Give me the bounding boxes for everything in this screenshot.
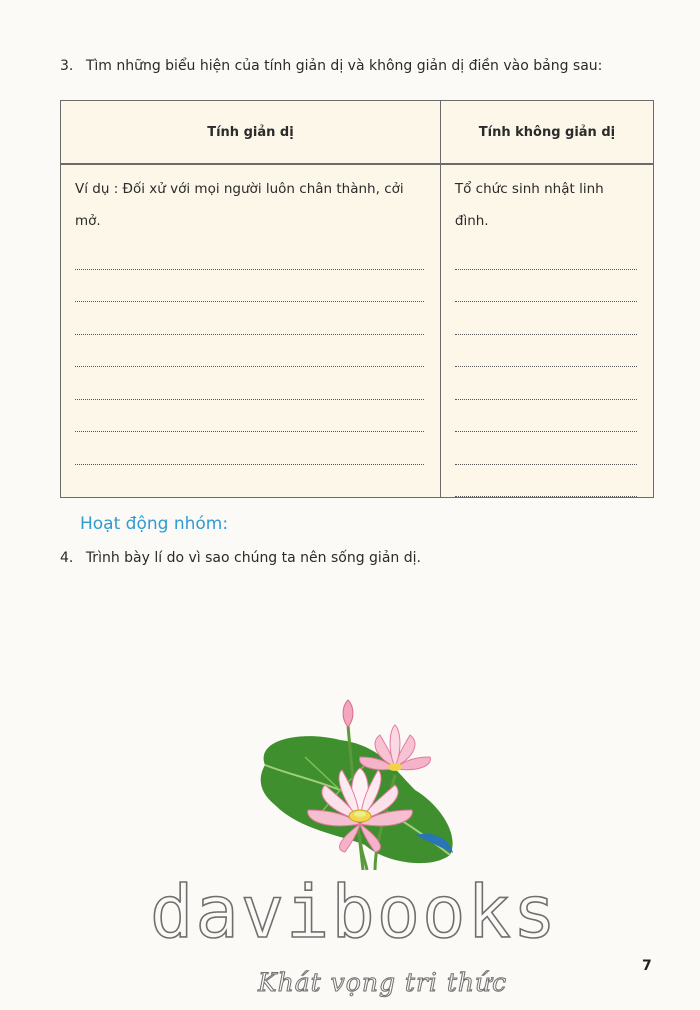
question-3 — [60, 58, 602, 74]
section-title: Hoạt động nhóm: — [80, 514, 229, 534]
answer-line — [75, 335, 424, 368]
answer-line — [455, 367, 637, 400]
answer-line — [75, 367, 424, 400]
question-4-number: 4. — [60, 550, 74, 566]
question-3-text: Tìm những biểu hiện của tính giản dị và không giản dị điền vào bảng sau: — [85, 58, 603, 74]
question-4-text: Trình bày lí do vì sao chúng ta nên sống giản dị. — [85, 550, 421, 566]
watermark-brand: davibooks — [150, 870, 559, 954]
column-not-simple-cell — [440, 164, 653, 498]
example-not-simple: Tổ chức sinh nhật linh đình. — [454, 181, 604, 229]
example-simple: Ví dụ : Đối xử với mọi người luôn chân thành, cởi mở. — [75, 181, 404, 229]
answer-table — [60, 100, 654, 498]
answer-line — [75, 270, 424, 303]
column-header-not-simple: Tính không giản dị — [440, 101, 653, 165]
question-3-number: 3. — [60, 58, 74, 74]
answer-line — [75, 400, 424, 433]
question-4 — [60, 550, 421, 566]
answer-line — [75, 237, 424, 270]
answer-line — [455, 302, 637, 335]
lotus-flower-illustration — [245, 695, 475, 875]
answer-line — [455, 432, 637, 465]
column-simple-cell — [61, 164, 441, 498]
answer-line — [455, 400, 637, 433]
answer-lines-simple — [75, 237, 424, 465]
page-number: 7 — [642, 958, 652, 974]
answer-line — [75, 432, 424, 465]
answer-lines-not-simple — [455, 237, 637, 497]
column-header-simple: Tính giản dị — [61, 101, 441, 165]
answer-line — [455, 465, 637, 498]
answer-line — [75, 302, 424, 335]
answer-line — [455, 270, 637, 303]
answer-line — [455, 335, 637, 368]
watermark-slogan: Khát vọng tri thức — [258, 968, 508, 997]
answer-line — [455, 237, 637, 270]
